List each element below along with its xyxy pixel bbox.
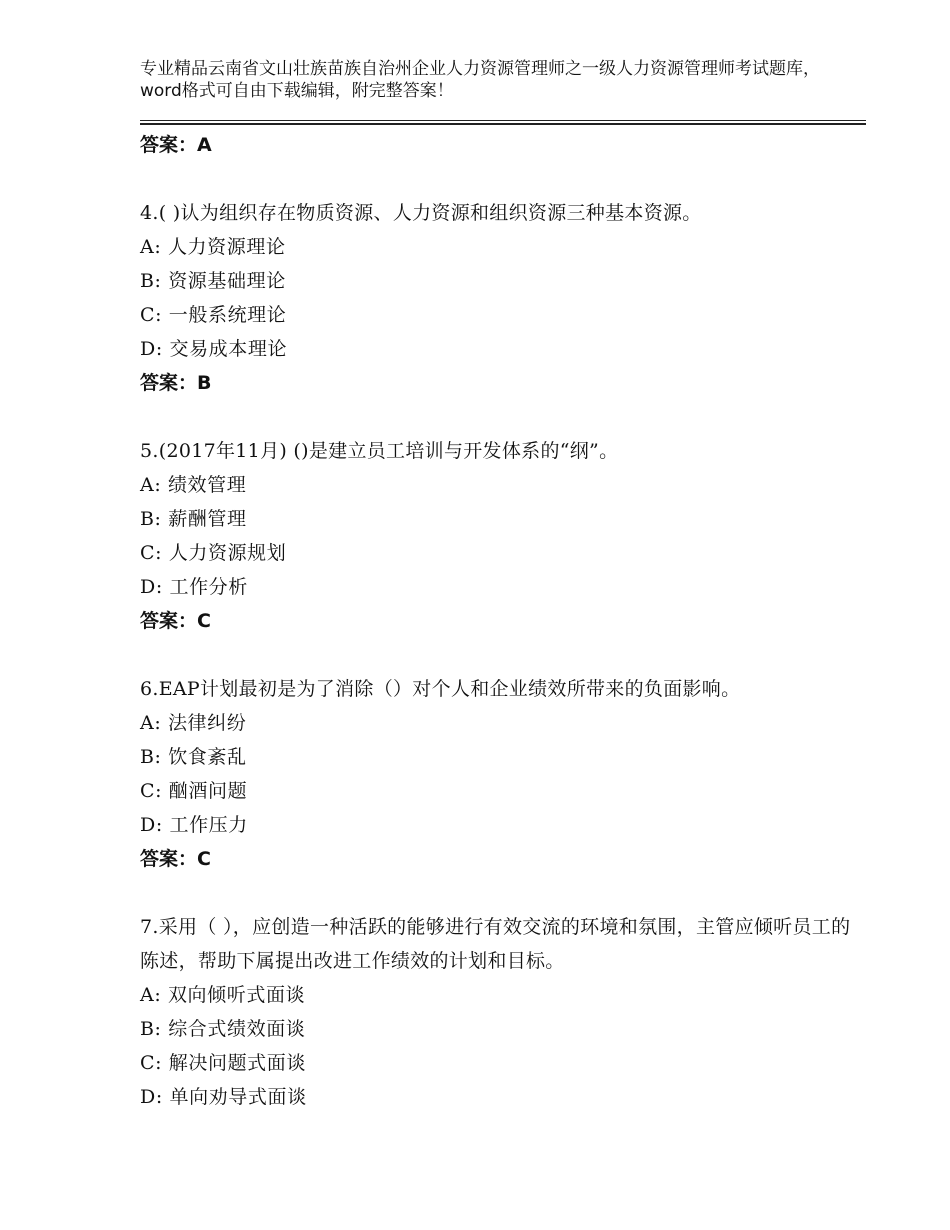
question-stem: 6.EAP计划最初是为了消除（）对个人和企业绩效所带来的负面影响。 — [140, 678, 741, 700]
question-stem: 7.采用（ ），应创造一种活跃的能够进行有效交流的环境和氛围，主管应倾听员工的陈述，帮助下属提出改进工作绩效的计划和目标。 — [140, 916, 851, 972]
option-a: A: 绩效管理 — [140, 474, 247, 496]
option-c: C: 人力资源规划 — [140, 542, 287, 564]
option-b: B: 综合式绩效面谈 — [140, 1018, 306, 1040]
question-stem: 5.(2017年11月) ()是建立员工培训与开发体系的“纲”。 — [140, 440, 619, 462]
option-c: C: 解决问题式面谈 — [140, 1052, 306, 1074]
option-a: A: 人力资源理论 — [140, 236, 286, 258]
option-a: A: 法律纠纷 — [140, 712, 247, 734]
option-d: D: 工作压力 — [140, 814, 248, 836]
option-b: B: 薪酬管理 — [140, 508, 247, 530]
question-7 — [140, 910, 866, 1114]
option-c: C: 酗酒问题 — [140, 780, 248, 802]
header-divider — [140, 120, 866, 125]
question-5 — [140, 434, 866, 638]
document-header: 专业精品云南省文山壮族苗族自治州企业人力资源管理师之一级人力资源管理师考试题库，word格式可自由下载编辑，附完整答案！ — [140, 59, 820, 101]
answer-line: 答案：C — [140, 848, 211, 870]
option-a: A: 双向倾听式面谈 — [140, 984, 306, 1006]
answer-line: 答案：B — [140, 372, 212, 394]
option-d: D: 工作分析 — [140, 576, 248, 598]
question-stem: 4.( )认为组织存在物质资源、人力资源和组织资源三种基本资源。 — [140, 202, 702, 224]
option-b: B: 资源基础理论 — [140, 270, 286, 292]
option-b: B: 饮食紊乱 — [140, 746, 247, 768]
question-6 — [140, 672, 866, 876]
document-body — [140, 126, 866, 1114]
option-d: D: 交易成本理论 — [140, 338, 288, 360]
option-c: C: 一般系统理论 — [140, 304, 287, 326]
answer-line: 答案：C — [140, 610, 211, 632]
answer-line: 答案：A — [140, 134, 212, 156]
question-4 — [140, 196, 866, 400]
option-d: D: 单向劝导式面谈 — [140, 1086, 307, 1108]
